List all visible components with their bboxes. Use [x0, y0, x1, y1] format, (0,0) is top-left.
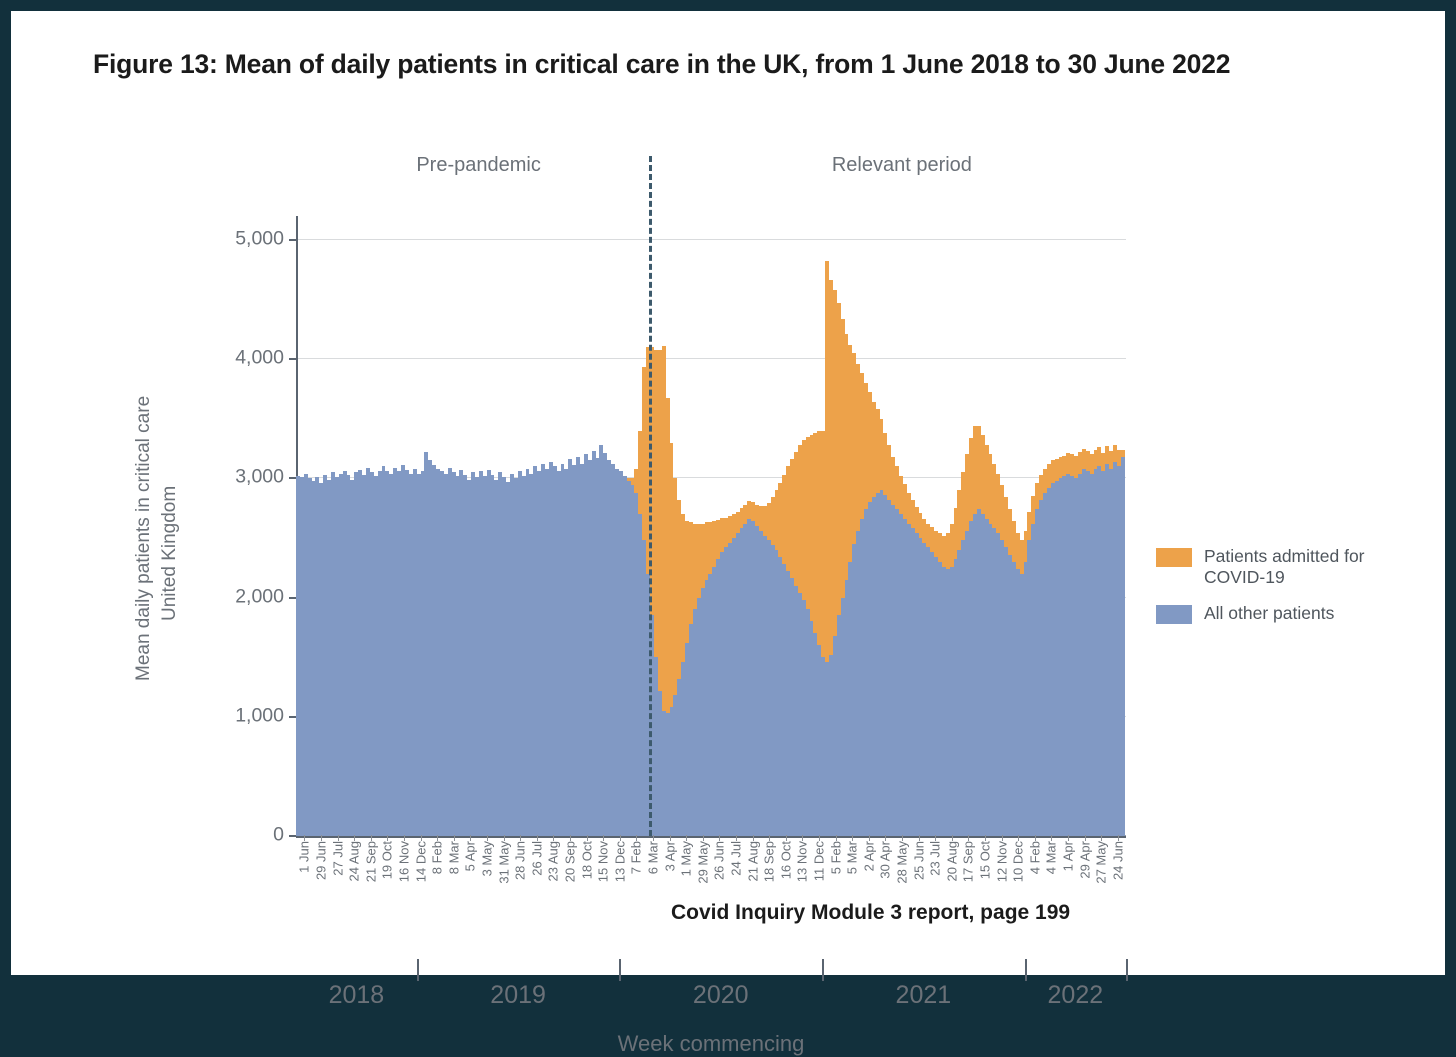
x-axis-tick-mark [670, 835, 671, 841]
x-axis-tick-label: 26 Jun [711, 841, 727, 881]
x-axis-tick-label: 5 Feb [828, 841, 843, 875]
y-axis-tick-mark [289, 835, 296, 837]
x-axis-tick-label: 15 Oct [977, 841, 993, 880]
legend-swatch-covid [1156, 548, 1192, 567]
legend-swatch-other [1156, 605, 1192, 624]
x-axis-tick-label: 30 Apr [877, 841, 893, 879]
x-axis-tick-label: 28 May [894, 841, 910, 884]
y-axis-tick-mark [289, 239, 296, 241]
x-axis-tick-mark [1101, 835, 1102, 841]
x-axis-tick-label: 23 Jul [927, 841, 943, 876]
x-axis-tick-label: 28 Jun [512, 841, 528, 881]
x-axis-tick-mark [603, 835, 604, 841]
x-axis-tick-mark [454, 835, 455, 841]
year-separator [417, 959, 419, 981]
x-axis-tick-label: 17 Sep [960, 841, 976, 883]
year-label: 2020 [692, 981, 749, 1009]
x-axis-title: Week commencing [617, 1031, 805, 1056]
x-axis-tick-label: 4 Feb [1027, 841, 1043, 875]
x-axis-tick-label: 8 Mar [446, 841, 462, 875]
x-axis-tick-mark [852, 835, 853, 841]
slide [11, 11, 1445, 1056]
x-axis-tick-mark [1018, 835, 1019, 841]
x-axis-tick-mark [935, 835, 936, 841]
x-axis-tick-mark [421, 835, 422, 841]
annotation-pre-pandemic: Pre-pandemic [416, 154, 541, 176]
y-axis-tick-label: 1,000 [235, 704, 284, 727]
y-axis-tick-label: 2,000 [235, 585, 284, 608]
x-axis-tick-label: 31 May [496, 841, 511, 884]
x-axis-year-groups [296, 959, 1126, 1019]
x-axis-tick-mark [653, 835, 654, 841]
x-axis-tick-label: 8 Feb [429, 841, 445, 875]
x-axis-tick-label: 6 Mar [645, 841, 661, 875]
x-axis-tick-label: 1 Jun [296, 841, 312, 873]
x-axis-tick-mark [736, 835, 737, 841]
x-axis-tick-mark [919, 835, 920, 841]
x-axis-tick-label: 1 Apr [1060, 841, 1076, 872]
x-axis-tick-mark [786, 835, 787, 841]
x-axis-tick-label: 18 Oct [579, 841, 594, 880]
x-axis-tick-label: 4 Mar [1043, 841, 1059, 875]
x-axis-tick-mark [553, 835, 554, 841]
x-axis-tick-mark [869, 835, 870, 841]
chart-plot [235, 154, 1126, 846]
year-label: 2022 [1047, 981, 1104, 1009]
bar-column [1121, 216, 1125, 836]
pandemic-divider-line [649, 156, 652, 836]
x-axis-tick-label: 27 Jul [330, 841, 345, 876]
x-axis-tick-mark [354, 835, 355, 841]
x-axis-tick-mark [769, 835, 770, 841]
x-axis-tick-mark [1035, 835, 1036, 841]
bar-series [296, 216, 1126, 836]
year-separator [1126, 959, 1128, 981]
x-axis-tick-mark [703, 835, 704, 841]
x-axis-tick-label: 29 May [695, 841, 711, 884]
source-note: Covid Inquiry Module 3 report, page 199 [671, 901, 1071, 924]
chart-legend [1156, 546, 1406, 638]
x-axis-tick-label: 18 Sep [761, 841, 777, 883]
x-axis-tick-mark [437, 835, 438, 841]
legend-label-covid: Patients admitted for COVID-19 [1204, 546, 1365, 588]
y-axis-tick-label: 4,000 [235, 346, 284, 369]
x-axis-tick-mark [487, 835, 488, 841]
year-label: 2021 [895, 981, 952, 1009]
y-axis-title: Mean daily patients in critical care [133, 395, 154, 681]
x-axis-tick-label: 20 Aug [944, 841, 960, 882]
x-axis-tick-mark [636, 835, 637, 841]
x-axis-tick-label: 5 Mar [844, 841, 860, 875]
x-axis-tick-mark [968, 835, 969, 841]
x-axis-tick-label: 3 Apr [662, 841, 677, 872]
x-axis-tick-mark [885, 835, 886, 841]
x-axis-tick-label: 7 Feb [628, 841, 644, 875]
x-axis-tick-mark [504, 835, 505, 841]
year-label: 2019 [490, 981, 546, 1009]
x-axis-tick-label: 1 May [678, 841, 694, 877]
year-separator [619, 959, 621, 981]
annotation-relevant-period: Relevant period [831, 154, 972, 176]
x-axis-tick-mark [1051, 835, 1052, 841]
legend-label-other: All other patients [1204, 602, 1335, 623]
x-axis-tick-label: 15 Nov [595, 841, 611, 883]
x-axis-tick-label: 26 Jul [529, 841, 545, 876]
y-axis-tick-mark [289, 477, 296, 479]
x-axis-tick-label: 21 Aug [745, 841, 760, 882]
y-axis-tick-label: 0 [273, 823, 284, 846]
x-axis-tick-mark [985, 835, 986, 841]
year-separator [1025, 959, 1027, 981]
x-axis-tick-label: 24 Jun [1110, 841, 1126, 881]
x-axis-tick-mark [321, 835, 322, 841]
x-axis-tick-label: 2 Apr [861, 841, 877, 872]
legend-item [1156, 546, 1406, 589]
x-axis-tick-label: 5 Apr [462, 841, 478, 872]
y-axis-tick-label: 5,000 [235, 227, 284, 250]
x-axis-tick-label: 11 Dec [811, 841, 827, 882]
y-axis-tick-mark [289, 716, 296, 718]
x-axis-tick-mark [620, 835, 621, 841]
x-axis-tick-label: 19 Oct [379, 841, 395, 880]
x-axis-tick-mark [304, 835, 305, 841]
x-axis-tick-mark [1068, 835, 1069, 841]
x-axis-tick-label: 16 Nov [396, 841, 412, 883]
x-axis-tick-mark [1002, 835, 1003, 841]
x-axis-tick-mark [587, 835, 588, 841]
y-axis-tick-label: 3,000 [235, 465, 284, 488]
x-axis-tick-mark [836, 835, 837, 841]
year-separator [822, 959, 824, 981]
x-axis-tick-mark [338, 835, 339, 841]
x-axis-tick-label: 13 Dec [612, 841, 628, 883]
x-axis-tick-mark [719, 835, 720, 841]
bar-segment-other [1121, 457, 1125, 836]
x-axis-tick-label: 29 Jun [313, 841, 329, 881]
x-axis-tick-label: 12 Nov [994, 841, 1009, 883]
bar-segment-covid [1121, 450, 1125, 457]
legend-item [1156, 603, 1406, 624]
x-axis-tick-label: 29 Apr [1077, 841, 1092, 879]
x-axis-tick-mark [802, 835, 803, 841]
x-axis-tick-mark [753, 835, 754, 841]
x-axis-tick-label: 14 Dec [413, 841, 428, 883]
x-axis-tick-mark [470, 835, 471, 841]
x-axis-tick-label: 3 May [479, 841, 495, 877]
x-axis-tick-mark [371, 835, 372, 841]
x-axis-tick-label: 21 Sep [363, 841, 379, 883]
x-axis-tick-label: 10 Dec [1010, 841, 1026, 883]
x-axis-tick-mark [404, 835, 405, 841]
x-axis-tick-mark [902, 835, 903, 841]
x-axis-tick-label: 27 May [1093, 841, 1109, 884]
y-axis-tick-mark [289, 358, 296, 360]
year-label: 2018 [328, 981, 385, 1009]
x-axis-tick-label: 24 Jul [728, 841, 744, 876]
x-axis-tick-mark [686, 835, 687, 841]
x-axis-tick-label: 23 Aug [545, 841, 561, 882]
x-axis-tick-label: 25 Jun [911, 841, 926, 881]
x-axis-tick-mark [1085, 835, 1086, 841]
x-axis-tick-label: 20 Sep [562, 841, 578, 883]
x-axis-tick-label: 16 Oct [778, 841, 794, 880]
page-title: Figure 13: Mean of daily patients in critical care in the UK, from 1 June 2018 to 30 June 2022 [93, 49, 1231, 79]
x-axis-tick-mark [570, 835, 571, 841]
chart-figure [111, 151, 1411, 1056]
y-axis-subtitle: United Kingdom [159, 485, 180, 621]
x-axis-tick-mark [1118, 835, 1119, 841]
x-axis-tick-label: 13 Nov [794, 841, 810, 883]
x-axis-tick-mark [520, 835, 521, 841]
y-axis-tick-mark [289, 597, 296, 599]
x-axis-tick-mark [387, 835, 388, 841]
x-axis-tick-mark [952, 835, 953, 841]
x-axis-tick-label: 24 Aug [346, 841, 362, 882]
x-axis-tick-mark [819, 835, 820, 841]
x-axis-tick-mark [537, 835, 538, 841]
